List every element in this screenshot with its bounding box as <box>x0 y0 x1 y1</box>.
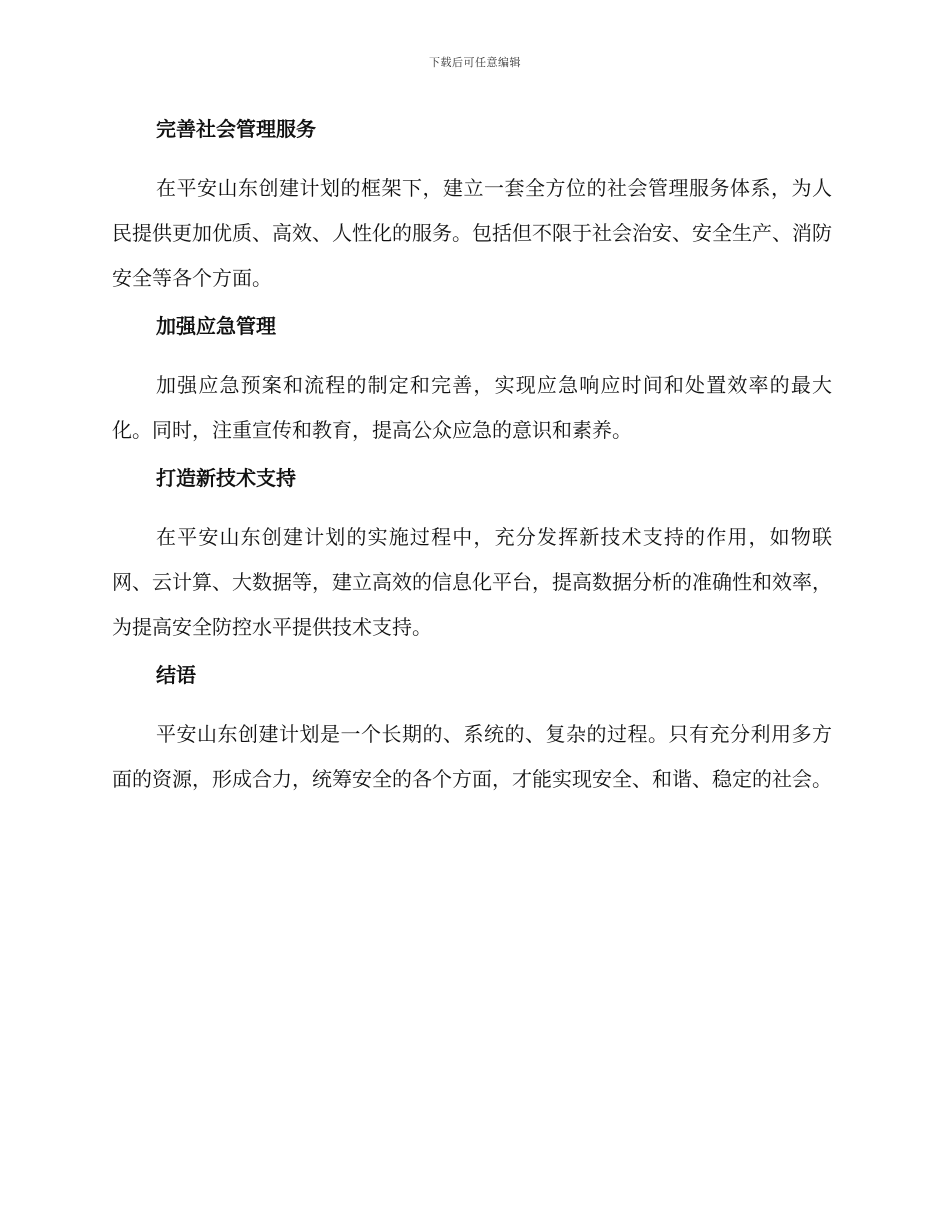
section-heading-social-management: 完善社会管理服务 <box>156 117 316 141</box>
section-heading-emergency-management: 加强应急管理 <box>156 314 276 338</box>
section-body-emergency-management: 加强应急预案和流程的制定和完善，实现应急响应时间和处置效率的最大化。同时，注重宣传和教育，提高公众应急的意识和素养。 <box>112 373 832 442</box>
document-content <box>112 112 832 802</box>
section-body-conclusion: 平安山东创建计划是一个长期的、系统的、复杂的过程。只有充分利用多方面的资源，形成合力，统筹安全的各个方面，才能实现安全、和谐、稳定的社会。 <box>112 722 832 791</box>
section-heading-conclusion: 结语 <box>156 663 196 687</box>
section-heading-new-technology: 打造新技术支持 <box>156 466 296 490</box>
page-header-note: 下载后可任意编辑 <box>429 56 521 69</box>
section-body-social-management: 在平安山东创建计划的框架下，建立一套全方位的社会管理服务体系，为人民提供更加优质、高效、人性化的服务。包括但不限于社会治安、安全生产、消防安全等各个方面。 <box>112 176 832 290</box>
section-body-new-technology: 在平安山东创建计划的实施过程中，充分发挥新技术支持的作用，如物联网、云计算、大数据等，建立高效的信息化平台，提高数据分析的准确性和效率，为提高安全防控水平提供技术支持。 <box>112 525 832 639</box>
